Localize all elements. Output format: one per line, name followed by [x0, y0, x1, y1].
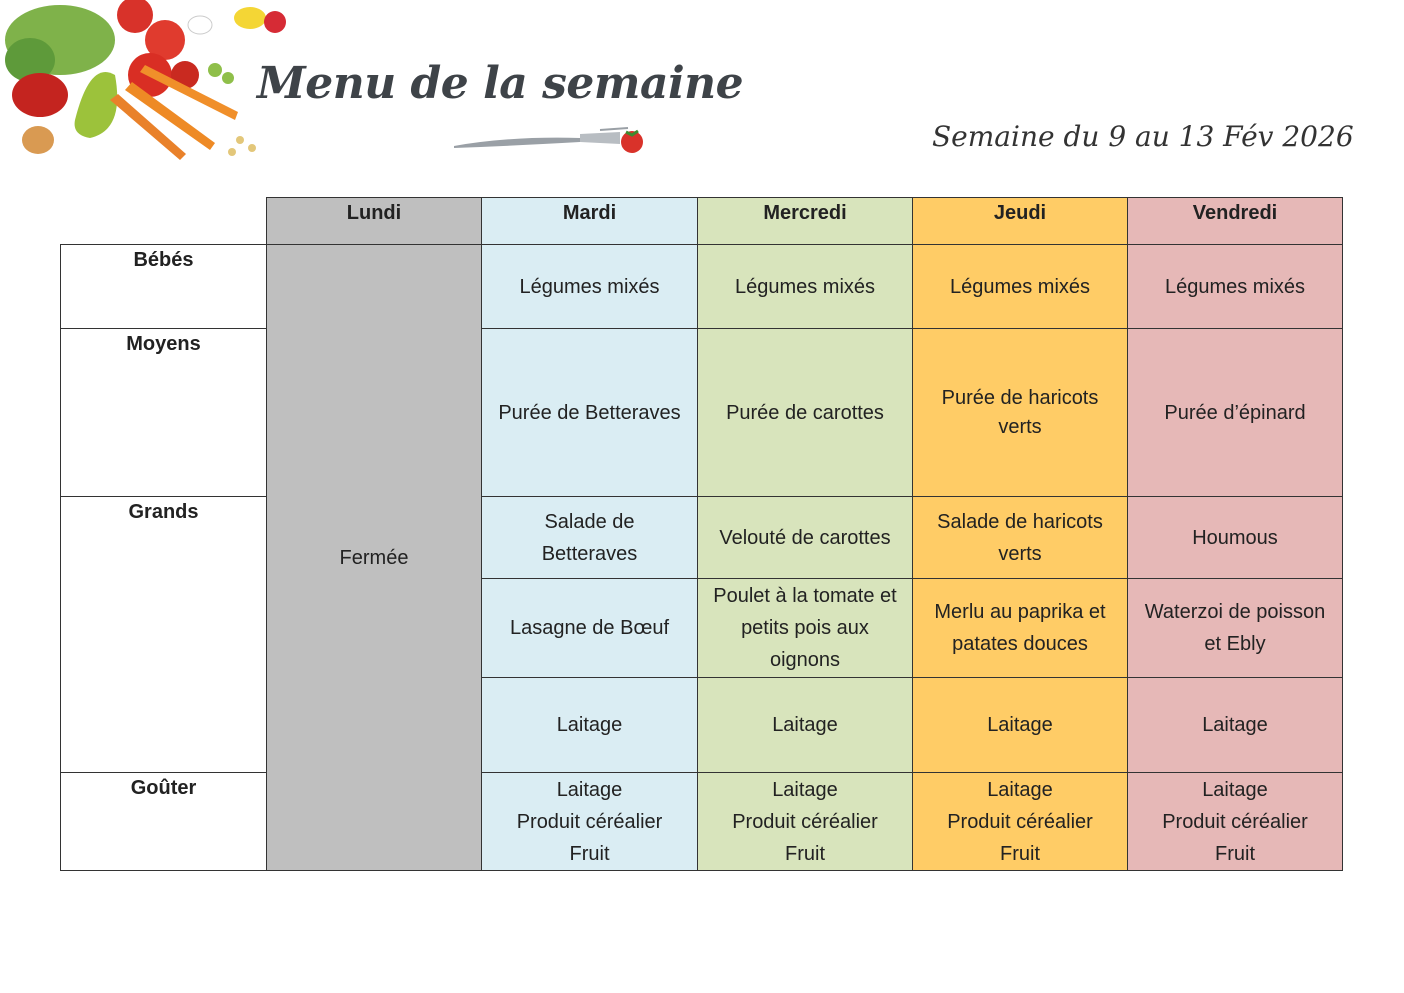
menu-cell	[912, 677, 1128, 773]
menu-text: Purée d’épinard	[1164, 401, 1306, 424]
menu-text: Salade de Betteraves	[541, 510, 638, 565]
menu-cell	[1127, 496, 1343, 579]
menu-cell	[697, 772, 913, 871]
group-label: Goûter	[130, 777, 197, 799]
day-header-mardi	[481, 197, 698, 245]
page-title: Menu de la semaine	[257, 58, 744, 109]
day-header-mercredi	[697, 197, 913, 245]
menu-cell	[1127, 244, 1343, 329]
day-label: Mercredi	[763, 202, 847, 224]
menu-text: Laitage	[1202, 778, 1268, 801]
day-label: Mardi	[562, 202, 617, 224]
menu-text: Fruit	[785, 842, 825, 865]
menu-text: Laitage	[1202, 714, 1268, 736]
menu-cell	[481, 772, 698, 871]
menu-text: Laitage	[556, 714, 623, 736]
menu-cell	[481, 677, 698, 773]
day-header-vendredi	[1127, 197, 1343, 245]
menu-text: Houmous	[1192, 526, 1278, 549]
menu-cell	[912, 772, 1128, 871]
menu-text: Laitage	[556, 778, 623, 801]
day-header-lundi	[266, 197, 482, 245]
menu-text: Fruit	[1215, 842, 1255, 865]
menu-text: Laitage	[772, 778, 838, 801]
menu-text: Légumes mixés	[1164, 275, 1306, 298]
menu-cell	[912, 496, 1128, 579]
menu-text: Légumes mixés	[734, 275, 876, 298]
menu-cell	[1127, 328, 1343, 497]
menu-cell	[1127, 578, 1343, 678]
menu-cell	[1127, 772, 1343, 871]
menu-cell	[481, 328, 698, 497]
menu-cell	[697, 244, 913, 329]
menu-cell	[697, 496, 913, 579]
lundi-closed-cell	[266, 244, 482, 871]
menu-text: Merlu au paprika et patates douces	[934, 601, 1106, 655]
menu-text: Produit céréalier	[732, 810, 878, 833]
menu-cell	[697, 328, 913, 497]
day-label: Jeudi	[993, 202, 1047, 224]
menu-cell	[697, 578, 913, 678]
menu-cell	[481, 496, 698, 579]
menu-text: Lasagne de Bœuf	[510, 617, 669, 639]
day-label: Lundi	[346, 202, 402, 224]
menu-cell	[912, 244, 1128, 329]
menu-text: Waterzoi de poisson et Ebly	[1144, 601, 1326, 655]
fork-icon	[450, 122, 650, 158]
group-label: Bébés	[133, 249, 194, 271]
group-label: Moyens	[126, 333, 201, 355]
menu-text: Produit céréalier	[947, 810, 1093, 833]
menu-text: Salade de haricots verts	[937, 510, 1103, 565]
menu-text: Légumes mixés	[949, 275, 1091, 298]
menu-cell	[912, 578, 1128, 678]
menu-text: Laitage	[987, 714, 1053, 736]
group-label: Grands	[128, 501, 199, 523]
menu-text: Laitage	[772, 714, 838, 736]
menu-text: Poulet à la tomate et petits pois aux oignons	[713, 585, 897, 671]
menu-text: Purée de Betteraves	[498, 401, 681, 424]
menu-text: Fruit	[1000, 842, 1040, 865]
row-header-moyens	[60, 328, 267, 497]
menu-cell	[1127, 677, 1343, 773]
week-range: Semaine du 9 au 13 Fév 2026	[932, 120, 1354, 153]
closed-label: Fermée	[339, 546, 409, 569]
menu-cell	[481, 244, 698, 329]
vegetables-illustration	[0, 0, 300, 170]
menu-text: Velouté de carottes	[719, 526, 891, 549]
menu-cell	[697, 677, 913, 773]
row-header-gouter	[60, 772, 267, 871]
menu-text: Purée de haricots verts	[941, 386, 1099, 438]
row-header-grands	[60, 496, 267, 773]
menu-text: Produit céréalier	[1162, 810, 1308, 833]
day-label: Vendredi	[1192, 202, 1278, 224]
row-header-bebes	[60, 244, 267, 329]
menu-cell	[912, 328, 1128, 497]
menu-cell	[481, 578, 698, 678]
day-header-jeudi	[912, 197, 1128, 245]
menu-text: Légumes mixés	[519, 275, 660, 298]
menu-text: Purée de carottes	[726, 401, 884, 424]
menu-text: Fruit	[569, 842, 610, 865]
menu-text: Laitage	[987, 778, 1053, 801]
menu-text: Produit céréalier	[516, 810, 663, 833]
